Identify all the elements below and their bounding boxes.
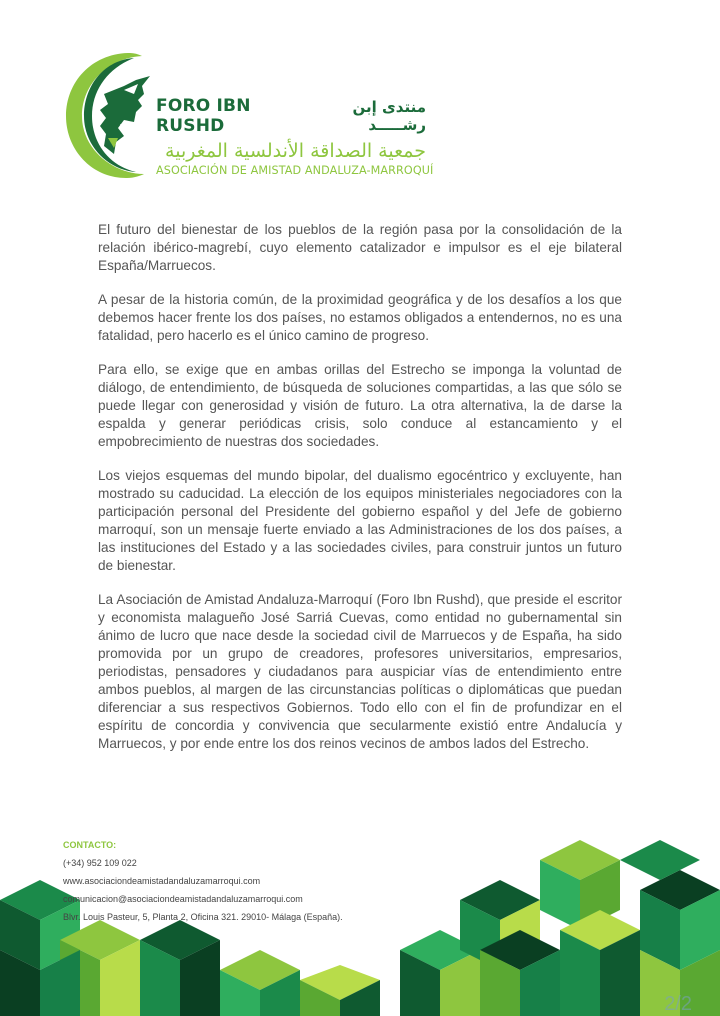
document-body <box>98 221 622 769</box>
page-number: 2/2 <box>664 993 692 1015</box>
paragraph-4: Los viejos esquemas del mundo bipolar, del dualismo egocéntrico y excluyente, han mostrado su caducidad. La elección de los equipos ministeriales negociadores con la participación personal del Presidente del gobierno español y del Jefe de gobierno marroquí, son un mensaje fuerte enviado a las Administraciones de los dos países, a las instituciones del Estado y a las sociedades civiles, para construir juntos un futuro de bienestar. <box>98 468 622 573</box>
contact-website[interactable]: www.asociaciondeamistadandaluzamarroqui.com <box>63 876 261 886</box>
paragraph-3: Para ello, se exige que en ambas orillas del Estrecho se imponga la voluntad de diálogo, de entendimiento, de búsqueda de soluciones compartidas, a las que sólo se puede llegar con generosidad y visión de futuro. La otra alternativa, la de darse la espalda y generar periódicas crisis, solo conduce al estancamiento y el empobrecimiento de nuestras dos sociedades. <box>98 362 622 449</box>
contact-phone: (+34) 952 109 022 <box>63 858 137 868</box>
contact-email[interactable]: comunicacion@asociaciondeamistadandaluzamarroqui.com <box>63 894 303 904</box>
logo-emblem-icon <box>64 50 164 180</box>
brand-title-latin: FORO IBN RUSHD <box>156 96 251 136</box>
logo <box>64 50 464 180</box>
paragraph-1: El futuro del bienestar de los pueblos de la región pasa por la consolidación de la relación ibérico-magrebí, cuyo elemento catalizador e impulsor es el eje bilateral España/Marruecos. <box>98 222 622 273</box>
paragraph-5: La Asociación de Amistad Andaluza-Marroquí (Foro Ibn Rushd), que preside el escritor y economista malagueño José Sarriá Cuevas, como entidad no gubernamental sin ánimo de lucro que nace desde la sociedad civil de Marruecos y de España, ha sido promovida por un grupo de creadores, profesores universitarios, empresarios, periodistas, pensadores y ciudadanos para auspiciar vías de entendimiento entre ambos pueblos, al margen de las circunstancias políticas o diplomáticas que puedan diferenciar a sus respectivos Gobiernos. Todo ello con el fin de profundizar en el espíritu de concordia y convivencia que secularmente existió entre Andalucía y Marruecos, y por ende entre los dos reinos vecinos de ambos lados del Estrecho. <box>98 592 622 751</box>
contact-block <box>63 836 343 926</box>
paragraph-2: A pesar de la historia común, de la proximidad geográfica y de los desafíos a los que debemos hacer frente los dos países, no estamos obligados a entendernos, no es una fatalidad, pero hacerlo es el único camino de progreso. <box>98 292 622 343</box>
brand-subtitle-spanish: ASOCIACIÓN DE AMISTAD ANDALUZA-MARROQUÍ <box>156 164 434 177</box>
contact-label: CONTACTO: <box>63 840 117 850</box>
brand-title-arabic: منتدى إبن رشـــــد <box>352 98 426 134</box>
brand-subtitle-arabic: جمعية الصداقة الأندلسية المغربية <box>165 140 426 162</box>
contact-address: Blvr. Louis Pasteur, 5, Planta 2, Oficina 321. 29010- Málaga (España). <box>63 912 343 922</box>
brand-block <box>156 96 476 177</box>
